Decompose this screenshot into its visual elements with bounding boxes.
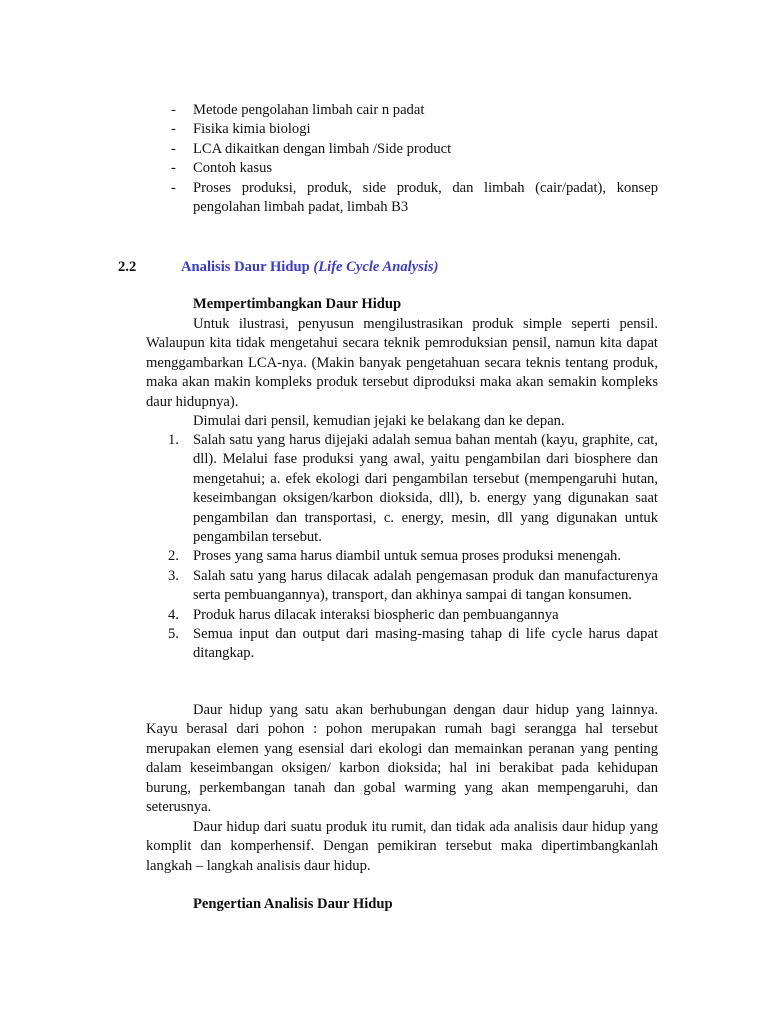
- subheading-mempertimbangkan: Mempertimbangkan Daur Hidup: [193, 296, 402, 312]
- item-number: 5.: [168, 626, 179, 643]
- item-text: Salah satu yang harus dijejaki adalah semua bahan mentah (kayu, graphite, cat, dll). Melalui fase produksi yang awal, yaitu pengambilan dari biosphere dan mengetahui; a. efek ekologi dari pengambilan tersebut (mempengaruhi hutan, keseimbangan oksigen/karbon dioksida, dll), b. energy yang digunakan saat pengambilan dan transportasi, c. energy, mesin, dll yang digunakan untuk pengambilan tersebut.: [193, 432, 658, 546]
- bullet-text: Proses produksi, produk, side produk, dan limbah (cair/padat), konsep pengolahan limbah padat, limbah B3: [193, 179, 658, 216]
- paragraph-dimulai: Dimulai dari pensil, kemudian jejaki ke belakang dan ke depan.: [193, 413, 565, 429]
- numbered-item: [146, 625, 658, 664]
- bullet-marker: -: [171, 179, 176, 196]
- bullet-text: LCA dikaitkan dengan limbah /Side product: [193, 140, 452, 157]
- paragraph-daur-hidup-relation: Daur hidup yang satu akan berhubungan dengan daur hidup yang lainnya. Kayu berasal dari pohon : pohon merupakan rumah bagi serangga hal tersebut merupakan elemen yang esensial dari ekologi dan memainkan peranan yang penting dalam keseimbangan oksigen/ karbon dioksida; hal ini berakibat pada kehidupan burung, perkembangan tanah dan gobal warming yang akan mempengaruhi, dan seterusnya.: [146, 702, 658, 816]
- paragraph-illustration: Untuk ilustrasi, penyusun mengilustrasikan produk simple seperti pensil. Walaupun kita tidak mengetahui secara teknik pemroduksian pensil, namun kita dapat menggambarkan LCA-nya. (Makin banyak pengetahuan secara teknis tentang produk, maka akan makin kompleks produk tersebut diproduksi maka akan semakin kompleks daur hidupnya).: [146, 316, 658, 410]
- bullet-item: [146, 101, 658, 120]
- bullet-text: Contoh kasus: [193, 160, 273, 177]
- bullet-item: [146, 179, 658, 218]
- steps-numbered-list: [146, 431, 658, 664]
- bullet-marker: -: [171, 121, 176, 138]
- item-text: Proses yang sama harus diambil untuk semua proses produksi menengah.: [193, 548, 622, 565]
- numbered-item: [146, 431, 658, 547]
- numbered-item: [146, 567, 658, 606]
- bullet-marker: -: [171, 160, 176, 177]
- subheading-pengertian: Pengertian Analisis Daur Hidup: [193, 896, 393, 912]
- topic-bullet-list: [146, 101, 658, 217]
- bullet-text: Fisika kimia biologi: [193, 121, 311, 138]
- item-text: Produk harus dilacak interaksi biospheric dan pembuangannya: [193, 606, 559, 623]
- bullet-marker: -: [171, 102, 176, 118]
- item-number: 2.: [168, 548, 179, 565]
- numbered-item: [146, 547, 658, 566]
- bullet-text: Metode pengolahan limbah cair n padat: [193, 102, 425, 118]
- item-text: Salah satu yang harus dilacak adalah pengemasan produk dan manufacturenya serta pembuangannya), transport, dan akhinya sampai di tangan konsumen.: [193, 567, 658, 604]
- section-number: 2.2: [118, 259, 137, 275]
- item-text: Semua input dan output dari masing-masing tahap di life cycle harus dapat ditangkap.: [193, 626, 658, 662]
- item-number: 3.: [168, 567, 179, 584]
- section-title-main: Analisis Daur Hidup: [181, 259, 310, 275]
- item-number: 4.: [168, 606, 179, 623]
- paragraph-daur-hidup-rumit: Daur hidup dari suatu produk itu rumit, dan tidak ada analisis daur hidup yang komplit dan komperhensif. Dengan pemikiran tersebut maka dipertimbangkanlah langkah – langkah analisis daur hidup.: [146, 819, 658, 874]
- bullet-item: [146, 140, 658, 159]
- bullet-item: [146, 120, 658, 139]
- numbered-item: [146, 606, 658, 625]
- item-number: 1.: [168, 432, 179, 448]
- section-title: [181, 258, 438, 277]
- bullet-marker: -: [171, 140, 176, 157]
- section-title-italic: (Life Cycle Analysis): [313, 259, 439, 275]
- bullet-item: [146, 159, 658, 178]
